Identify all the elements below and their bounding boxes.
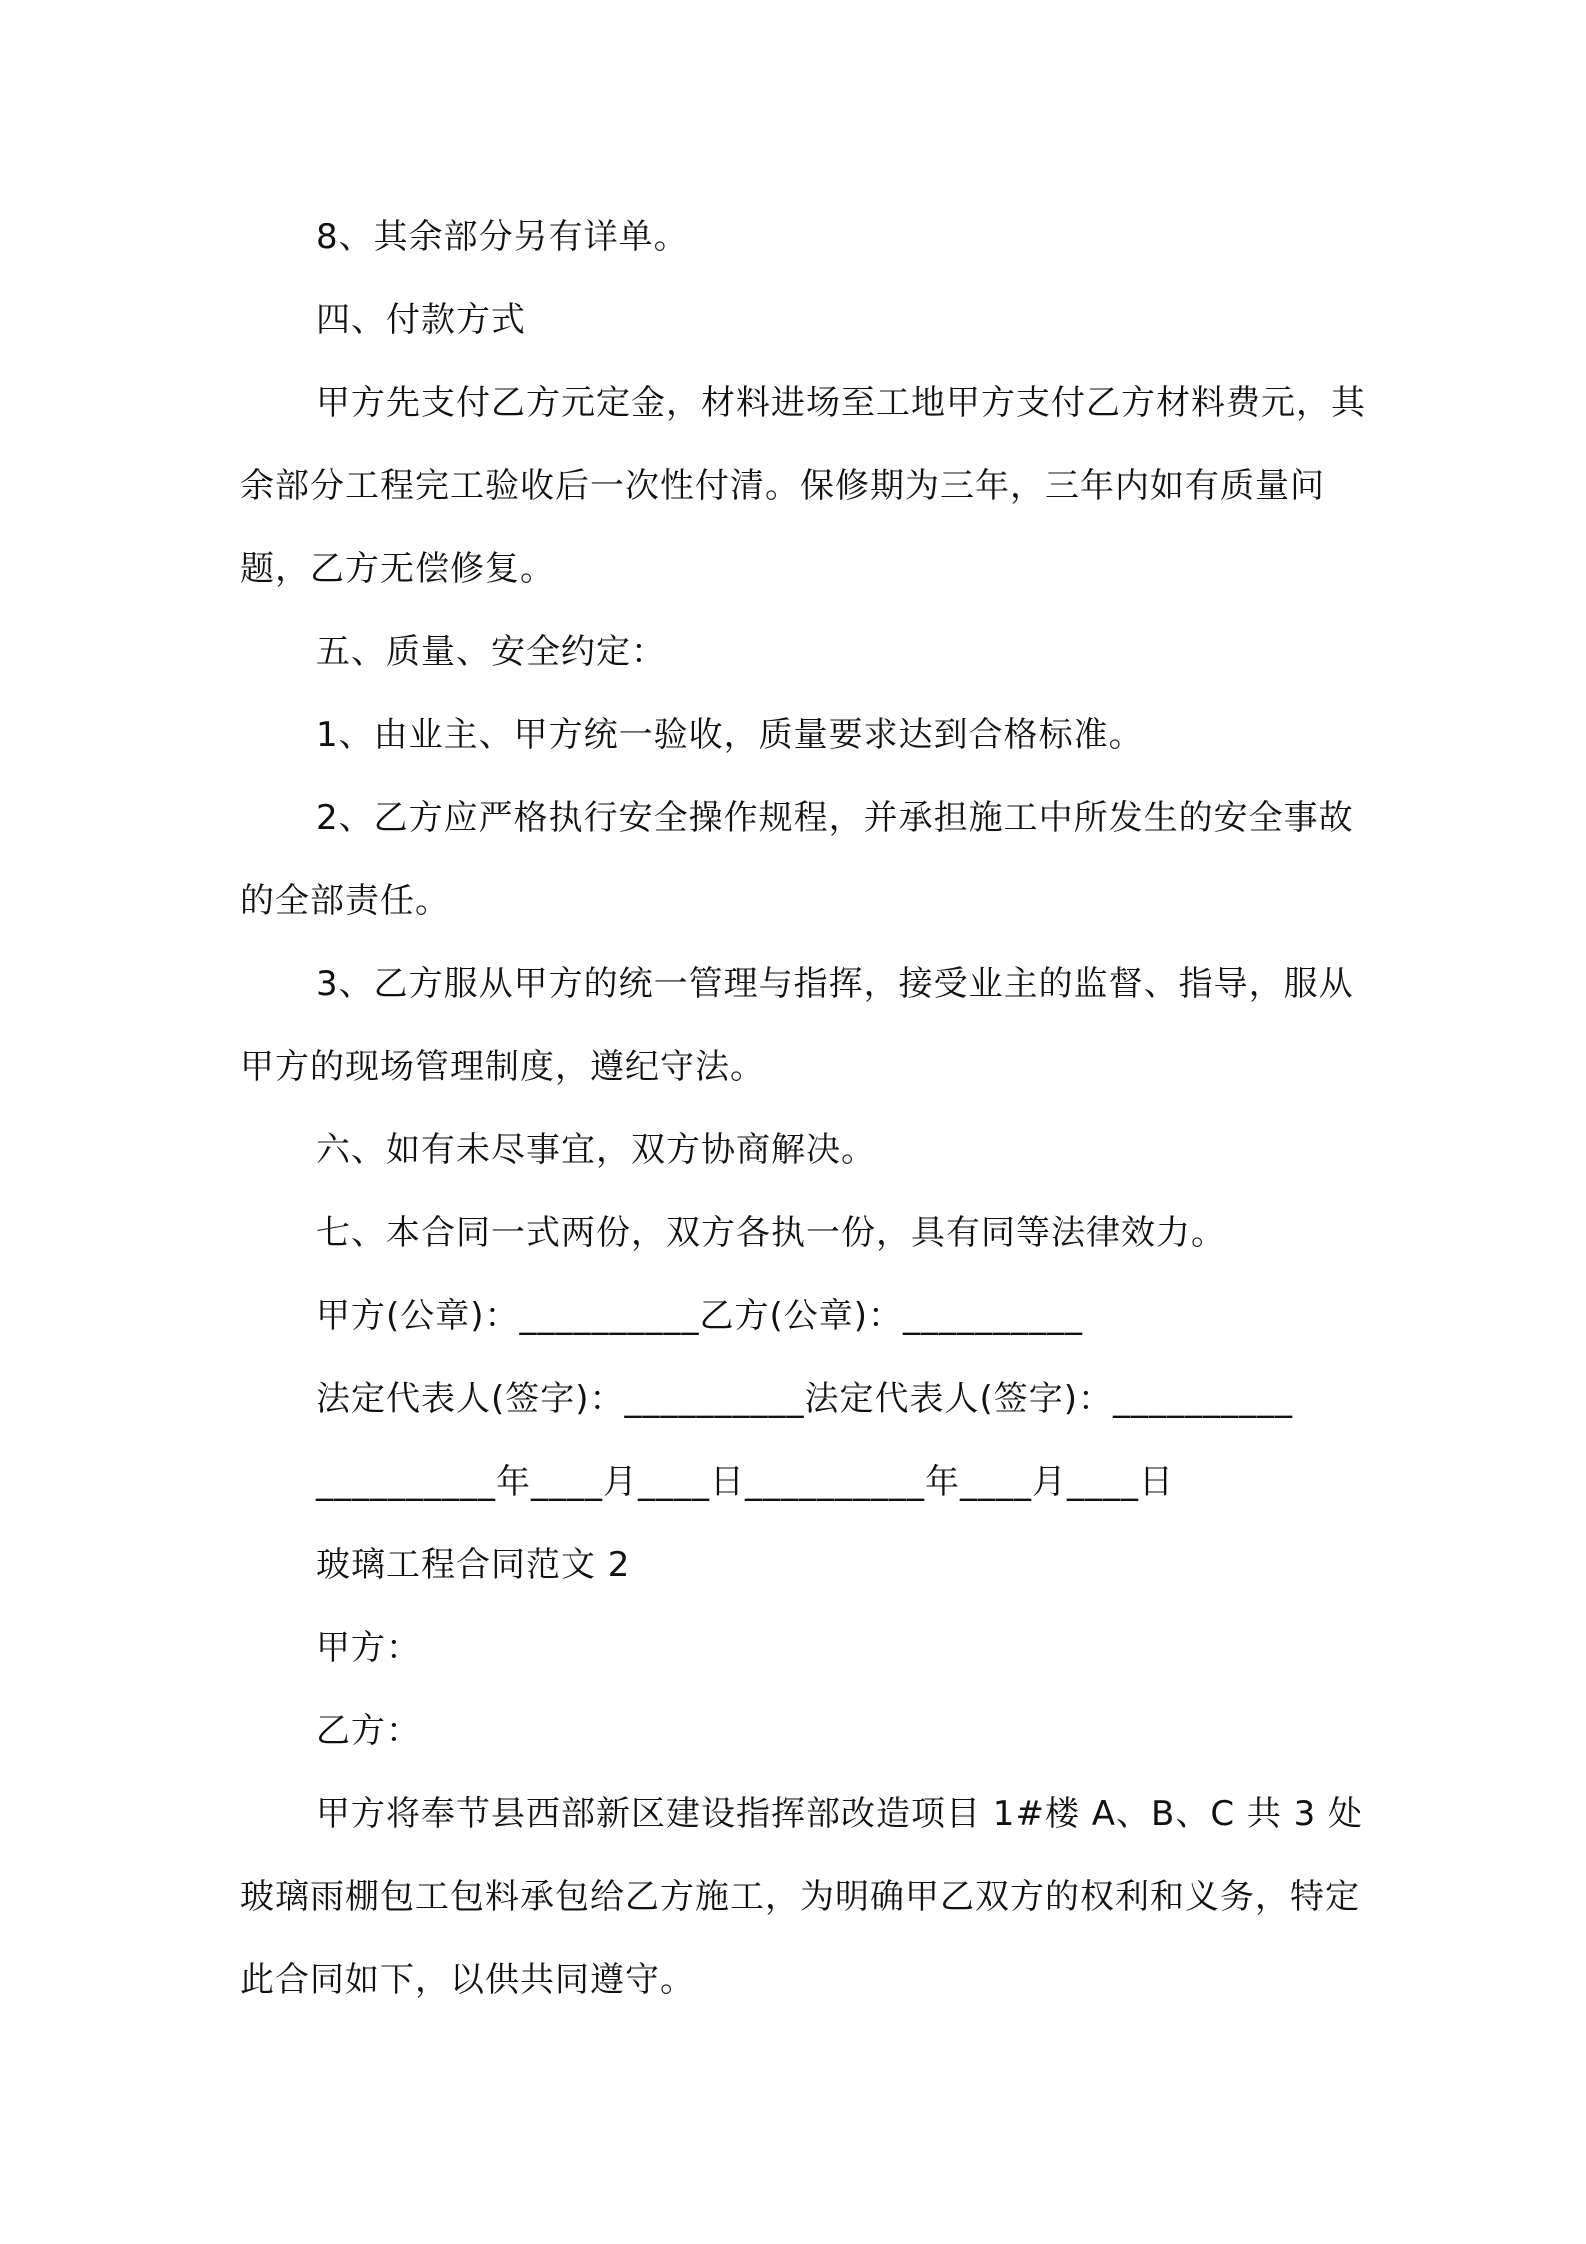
section-seven: 七、本合同一式两份，双方各执一份，具有同等法律效力。 (316, 1213, 1226, 1253)
seal-line: 甲方(公章)：__________乙方(公章)：__________ (316, 1296, 1084, 1336)
payment-terms: 甲方先支付乙方元定金，材料进场至工地甲方支付乙方材料费元，其余部分工程完工验收后一次性付清。保修期为三年，三年内如有质量问题，乙方无偿修复。 (240, 383, 1366, 589)
contract-2-title: 玻璃工程合同范文 2 (316, 1545, 631, 1585)
section-heading-quality-safety: 五、质量、安全约定： (316, 632, 666, 672)
party-b-label: 乙方： (316, 1711, 421, 1751)
section-heading-payment: 四、付款方式 (316, 300, 526, 340)
section-six: 六、如有未尽事宜，双方协商解决。 (316, 1130, 876, 1170)
quality-clause-1: 1、由业主、甲方统一验收，质量要求达到合格标准。 (316, 715, 1144, 755)
quality-clause-2: 2、乙方应严格执行安全操作规程，并承担施工中所发生的安全事故的全部责任。 (240, 798, 1354, 921)
quality-clause-3: 3、乙方服从甲方的统一管理与指挥，接受业主的监督、指导，服从甲方的现场管理制度，遵纪守法。 (240, 964, 1354, 1087)
party-a-label: 甲方： (316, 1628, 421, 1668)
contract-2-intro: 甲方将奉节县西部新区建设指挥部改造项目 1#楼 A、B、C 共 3 处玻璃雨棚包工包料承包给乙方施工，为明确甲乙双方的权利和义务，特定此合同如下，以供共同遵守。 (240, 1794, 1364, 2000)
date-line: __________年____月____日__________年____月____日 (316, 1462, 1174, 1502)
clause-8: 8、其余部分另有详单。 (316, 217, 689, 257)
representative-line: 法定代表人(签字)：__________法定代表人(签字)：__________ (316, 1379, 1294, 1419)
document-body (240, 196, 1368, 2022)
